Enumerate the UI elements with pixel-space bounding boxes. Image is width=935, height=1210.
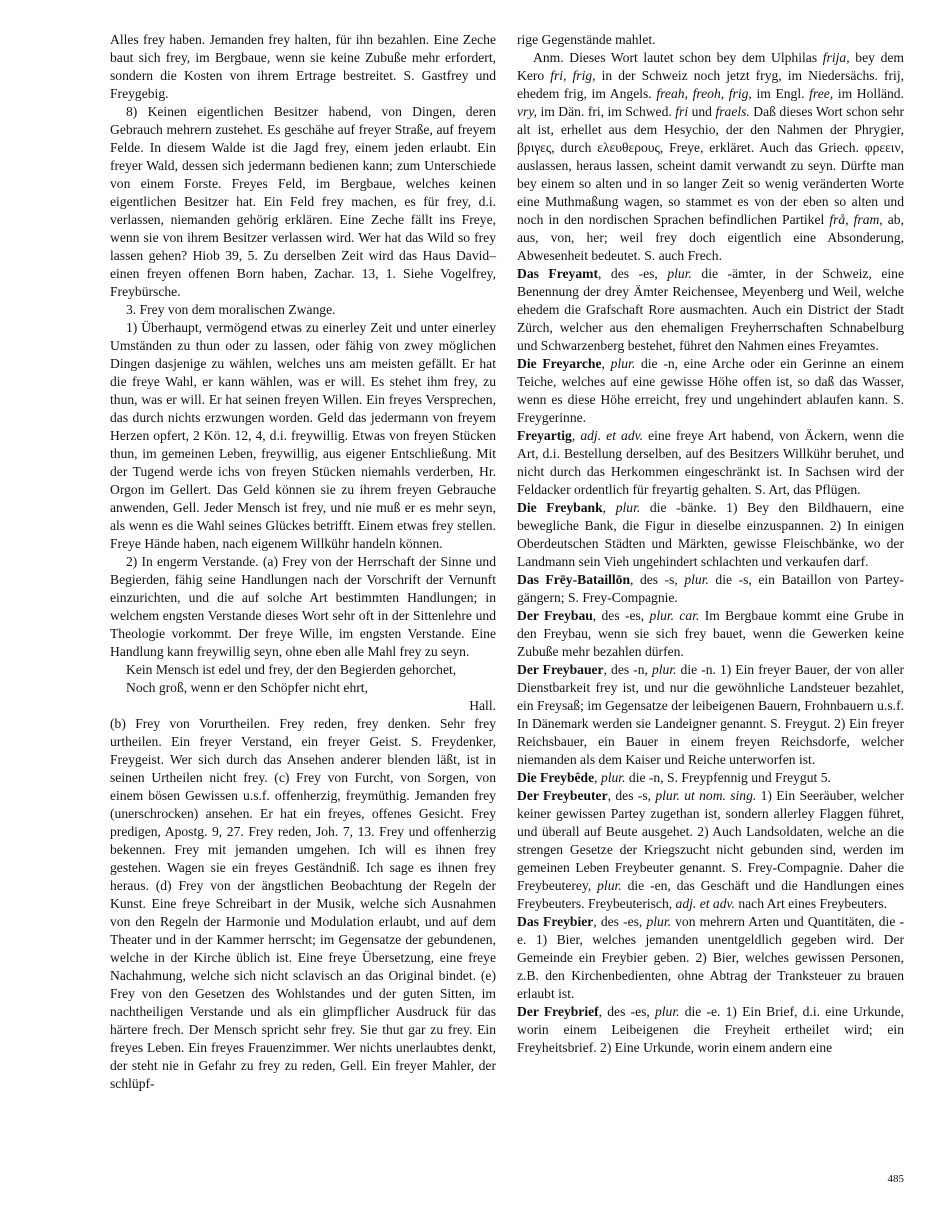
dictionary-entry (517, 571, 904, 607)
text: Anm. Dieses Wort lautet schon bey dem Ulphilas (533, 50, 823, 65)
text: die -s, ein Bataillon von Parteygängern; S. Frey-Compagnie. (517, 572, 904, 605)
dictionary-entry (517, 1003, 904, 1057)
text: die -n. 1) Ein freyer Bauer, der von aller Dienstbarkeit frey ist, und nur die gewöhnliche Landsteuer bezahlet, ein Freysaß; im Gegensatze der leibeigenen Bauern, Frohnbauern u.s.f. In Dänemark werden sie Landeigner genannt. S. Freygut. 2) Ein freyer Reichsbauer, ein Bauer in einem freyen Reichsdorfe, welcher niemanden als dem Kaiser und Reiche unterworfen ist. (517, 662, 905, 767)
entry-headword: Die Freyarche (517, 356, 602, 371)
text: die -en, das Geschäft und die Handlungen eines Freybeuters. Freybeuterisch, (517, 878, 904, 911)
italic-term: frå, fram, (829, 212, 883, 227)
grammar-label: adj. et adv. (675, 896, 735, 911)
text: in der Schweiz noch jetzt fryg, im Niedersächs. frij, ehedem frig, im Angels. (517, 68, 904, 101)
paragraph: 2) In engerm Verstande. (a) Frey von der Herrschaft der Sinne und Begierden, fähig seine Handlungen nach der Vorschrift der Vernunft einzurichten, und die auf solche Art bestimmten Handlungen; in welchem engsten Verstande dieses Wort sehr oft in der Sittenlehre und Theologie vorkommt. Der freye Wille, im engsten Verstande. Eine Handlung kann freywillig seyn, ohne eben alle Mahl frey zu seyn. (110, 554, 496, 659)
entry-headword: Das Freyamt (517, 266, 598, 281)
text: im Dän. fri, im Schwed. (537, 104, 676, 119)
text: 1) Ein Seeräuber, welcher keiner gewissen Partey zugethan ist, sondern allerley Flaggen führet, und überall auf Beute ausgehet. 2) Auch Landsoldaten, welche an die strengen Gesetze der Kriegszucht nicht gebunden sind, werden im gemeinen Leben Freybeuter genannt. S. Frey-Compagnie. Daher die Freybeuterey, (517, 788, 904, 893)
annotation-paragraph (517, 49, 904, 265)
grammar-label: plur. ut nom. sing. (655, 788, 757, 803)
entry-headword: Die Freybank (517, 500, 603, 515)
dictionary-entry (517, 499, 904, 571)
dictionary-entry (517, 607, 904, 661)
text: , des -s, (630, 572, 685, 587)
text: , des -s, (607, 788, 656, 803)
dictionary-entry (517, 913, 904, 1003)
text: , des -es, (598, 1004, 655, 1019)
italic-term: fri (675, 104, 689, 119)
grammar-label: plur. (684, 572, 709, 587)
text: die -bänke. 1) Bey den Bildhauern, eine bewegliche Bank, die Figur in dieselbe einzuspannen. 2) In einigen Oberdeutschen Städten und Märkten, gewisse Fleischbänke, wo der Landmann sein Vieh ungehindert schlachten und verkaufen darf. (517, 500, 905, 569)
verse-source: Hall. (469, 698, 496, 713)
paragraph: 1) Überhaupt, vermögend etwas zu einerley Zeit und unter einerley Umständen zu thun oder zu lassen, oder fähig von zwey möglichen Dingen dasjenige zu wählen, welches uns am meisten gefällt. Er hat die freye Wahl, er kann wählen, was er will. Es stehet ihm frey, zu thun, was er will. Er hat seinen freyen Willen. Ein freyes Versprechen, das durch nichts erzwungen worden. Geld das jedermann von freyem Herzen opfert, 2 Kön. 12, 4, d.i. freywillig. Etwas von freyen Stücken thun, im gemeinen Leben, freywillig, aus eigener Entschließung. Mit der Tugend werde ichs von freyen Stücken niemahls verderben, Hr. Orgon im Gellert. Das Geld können sie zu ihrem freyen Gebrauche anwenden, Gell. Jeder Mensch ist frey, und nie muß er es mehr seyn, als wenn es die Wahl seines Glückes betrifft. Einem etwas frey stellen. Freye Hände haben, nach eigenem Willkühr handeln können. (110, 320, 496, 551)
grammar-label: plur. (597, 878, 622, 893)
text: im Holländ. (833, 86, 904, 101)
text: von mehrern Arten und Quantitäten, die -e. 1) Bier, welches jemanden unentgeldlich gegeben wird. Der Gemeinde ein Freybier geben. 2) Bier, welches gewissen Personen, z.B. den Kirchenbedienten, ohne Abtrag der Tranksteuer zu brauen erlaubt ist. (517, 914, 904, 1001)
text: Im Bergbaue kommt eine Grube in den Freybau, wenn sie sich frey bauet, wenn die Gewerken keine Zubuße mehr bezahlen dürfen. (517, 608, 904, 659)
dictionary-entry (517, 787, 904, 913)
grammar-label: plur. (654, 1004, 680, 1019)
text: , (602, 500, 616, 515)
text: , (571, 428, 581, 443)
paragraph: (b) Frey von Vorurtheilen. Frey reden, frey denken. Sehr frey urtheilen. Ein freyer Verstand, ein freyer Geist. S. Freydenker, Freygeist. Wer sich durch das Ansehen anderer blenden läßt, ist in seinen Urtheilen nicht frey. (c) Frey von Furcht, von Sorgen, von einem bösen Gewissen u.s.f. offenherzig, freymüthig. Jemanden frey (unerschrocken) ansehen. Er hat ein freyes, offenes Gesicht. Frey predigen, Apostg. 9, 27. Frey reden, Joh. 7, 13. Frey und offenherzig bekennen. Frey mit jemanden umgehen. Ich will es ihnen frey gestehen. Wagen sie ein freyes Geständniß. Ich sage es ihnen frey heraus. (d) Frey von der ängstlichen Beobachtung der Regeln der Kunst. Eine freye Schreibart in der Musik, welche sich Ausnahmen von den Regeln der Harmonie und Modulation erlaubt, und auf dem Theater und in der Kammer herrscht; im Gegensatze der gebundenen, welche in der Kirche üblich ist. Eine freye Übersetzung, eine freye Nachahmung, welche sich nicht sclavisch an das Original bindet. (e) Frey von den Gesetzen des Wohlstandes und der guten Sitten, im nachtheiligen Verstande und als ein glimpflicher Ausdruck für das härtere frech. Der Mensch spricht sehr frey. Sie thut gar zu frey. Ein freyes Leben. Ein freyes Frauenzimmer. Wer nichts unerlaubtes denkt, der steht nie in Gefahr zu frey zu reden, Gell. Ein freyer Mahler, der schlüpf- (110, 716, 496, 1091)
entry-headword: Der Freybrief (517, 1004, 599, 1019)
text: , (601, 356, 611, 371)
text: , des -es, (593, 914, 647, 929)
text: nach Art eines Freybeuters. (734, 896, 888, 911)
grammar-label: plur. (651, 662, 677, 677)
paragraph: 3. Frey von dem moralischen Zwange. (126, 302, 336, 317)
entry-headword: Der Freybau (517, 608, 593, 623)
italic-term: vry, (517, 104, 538, 119)
paragraph: 8) Keinen eigentlichen Besitzer habend, von Dingen, deren Gebrauch mehrern zustehet. Es geschähe auf freyer Straße, auf freyem Felde. In diesem Walde ist die Jagd frey, einem jeden erlaubt. Ein freyer Wald, dessen sich jedermann bedienen kann; zum Unterschiede von einem Forste. Freyes Feld, im Bergbaue, welches keinen eigentlichen Besitzer hat. Ein Feld frey machen, es für frey, d.i. verlassen, niemanden gehörig erklären. Eine Zeche fällt ins Freye, wenn sie von ihrem Besitzer verlassen wird. Wer hat das Wild so frey lassen gehen? Hiob 39, 5. Zu derselben Zeit wird das Haus David– einen freyen offenen Born haben, Zachar. 13, 1. Siehe Vogelfrey, Freybürsche. (110, 104, 496, 299)
grammar-label: plur. (667, 266, 692, 281)
italic-term: free, (809, 86, 834, 101)
entry-headword: Der Freybauer (517, 662, 604, 677)
paragraph: Alles frey haben. Jemanden frey halten, für ihn bezahlen. Eine Zeche baut sich frey, im Bergbaue, wenn sie keine Zubuße mehr erfordert, sondern die Kosten von ihrem Ertrage bestreitet. S. Gastfrey und Freygebig. (110, 32, 496, 101)
entry-headword: Die Freybêde (517, 770, 595, 785)
text: im Engl. (751, 86, 810, 101)
italic-term: fraels. (715, 104, 750, 119)
text: die -ämter, in der Schweiz, eine Benennung der drey Ämter Reichensee, Meyenberg und Weil, welche ehedem die Grafschaft Rore ausmachten. Auch ein District der Stadt Zürch, welcher aus den ehemaligen Freyherrschaften Schnabelburg und Schwarzenberg bestehet, führet den Nahmen eines Freyamtes. (517, 266, 904, 353)
page-number: 485 (887, 1173, 904, 1185)
text: , (594, 770, 601, 785)
grammar-label: plur. (615, 500, 641, 515)
text: und (688, 104, 716, 119)
entry-headword: Das Frēy-Bataillōn (517, 572, 631, 587)
grammar-label: plur. (646, 914, 672, 929)
right-column (517, 31, 904, 1057)
italic-term: frija, (822, 50, 850, 65)
text: die -e. 1) Ein Brief, d.i. eine Urkunde, worin einem Leibeigenen die Freyheit ertheilet wird; ein Freyheitsbrief. 2) Eine Urkunde, worin einem andern eine (517, 1004, 904, 1055)
entry-headword: Das Freybier (517, 914, 594, 929)
dictionary-entry (517, 265, 904, 355)
text: , des -es, (592, 608, 650, 623)
text: bey dem Kero (517, 50, 904, 83)
text: die -n, eine Arche oder ein Gerinne an einem Teiche, welches auf eine gewisse Höhe offen ist, so daß das Wasser, wenn es diese Höhe erreicht, frey und ungehindert ablaufen kann. S. Freygerinne. (517, 356, 904, 425)
dictionary-entry (517, 355, 904, 427)
entry-headword: Freyartig (517, 428, 572, 443)
left-column (110, 31, 496, 1093)
verse-line: Kein Mensch ist edel und frey, der den Begierden gehorchet, (126, 662, 457, 677)
verse-line: Noch groß, wenn er den Schöpfer nicht ehrt, (126, 680, 368, 695)
text: , des -n, (603, 662, 652, 677)
text: , des -es, (598, 266, 668, 281)
dictionary-entry (517, 427, 904, 499)
dictionary-entry (517, 769, 904, 787)
text: die -n, S. Freypfennig und Freygut 5. (625, 770, 831, 785)
grammar-label: plur. (600, 770, 626, 785)
grammar-label: plur. (610, 356, 636, 371)
text: eine freye Art habend, von Äckern, wenn die Art, d.i. Bestellung derselben, auf des Besitzers Willkühr beruhet, und nicht durch das Herkommen eingeschränkt ist. In Sachsen wird der Feldacker ordentlich für freyartig gehalten. S. Art, das Pflügen. (517, 428, 904, 497)
text: Daß dieses Wort schon sehr alt ist, erhellet aus dem Hesychio, der den Nahmen der Phrygier, βριγες, durch ελευθερους, Freye, erkläret. Auch das Griech. φρεειν, auslassen, heraus lassen, scheint damit verwandt zu seyn. Dürfte man bey einem so alten und in so langer Zeit so wenig veränderten Worte eine Muthmaßung wagen, so stammet es von der eben so alten und noch in den nordischen Sprachen befindlichen Partikel (517, 104, 905, 227)
italic-term: fri, frig, (550, 68, 596, 83)
grammar-label: plur. car. (649, 608, 700, 623)
grammar-label: adj. et adv. (580, 428, 644, 443)
italic-term: freah, freoh, frig, (656, 86, 752, 101)
paragraph: rige Gegenstände mahlet. (517, 32, 656, 47)
entry-headword: Der Freybeuter (517, 788, 608, 803)
text: ab, aus, von, her; weil frey doch eigentlich eine Absonderung, Abwesenheit bedeutet. S. auch Frech. (517, 212, 904, 263)
dictionary-entry (517, 661, 904, 769)
